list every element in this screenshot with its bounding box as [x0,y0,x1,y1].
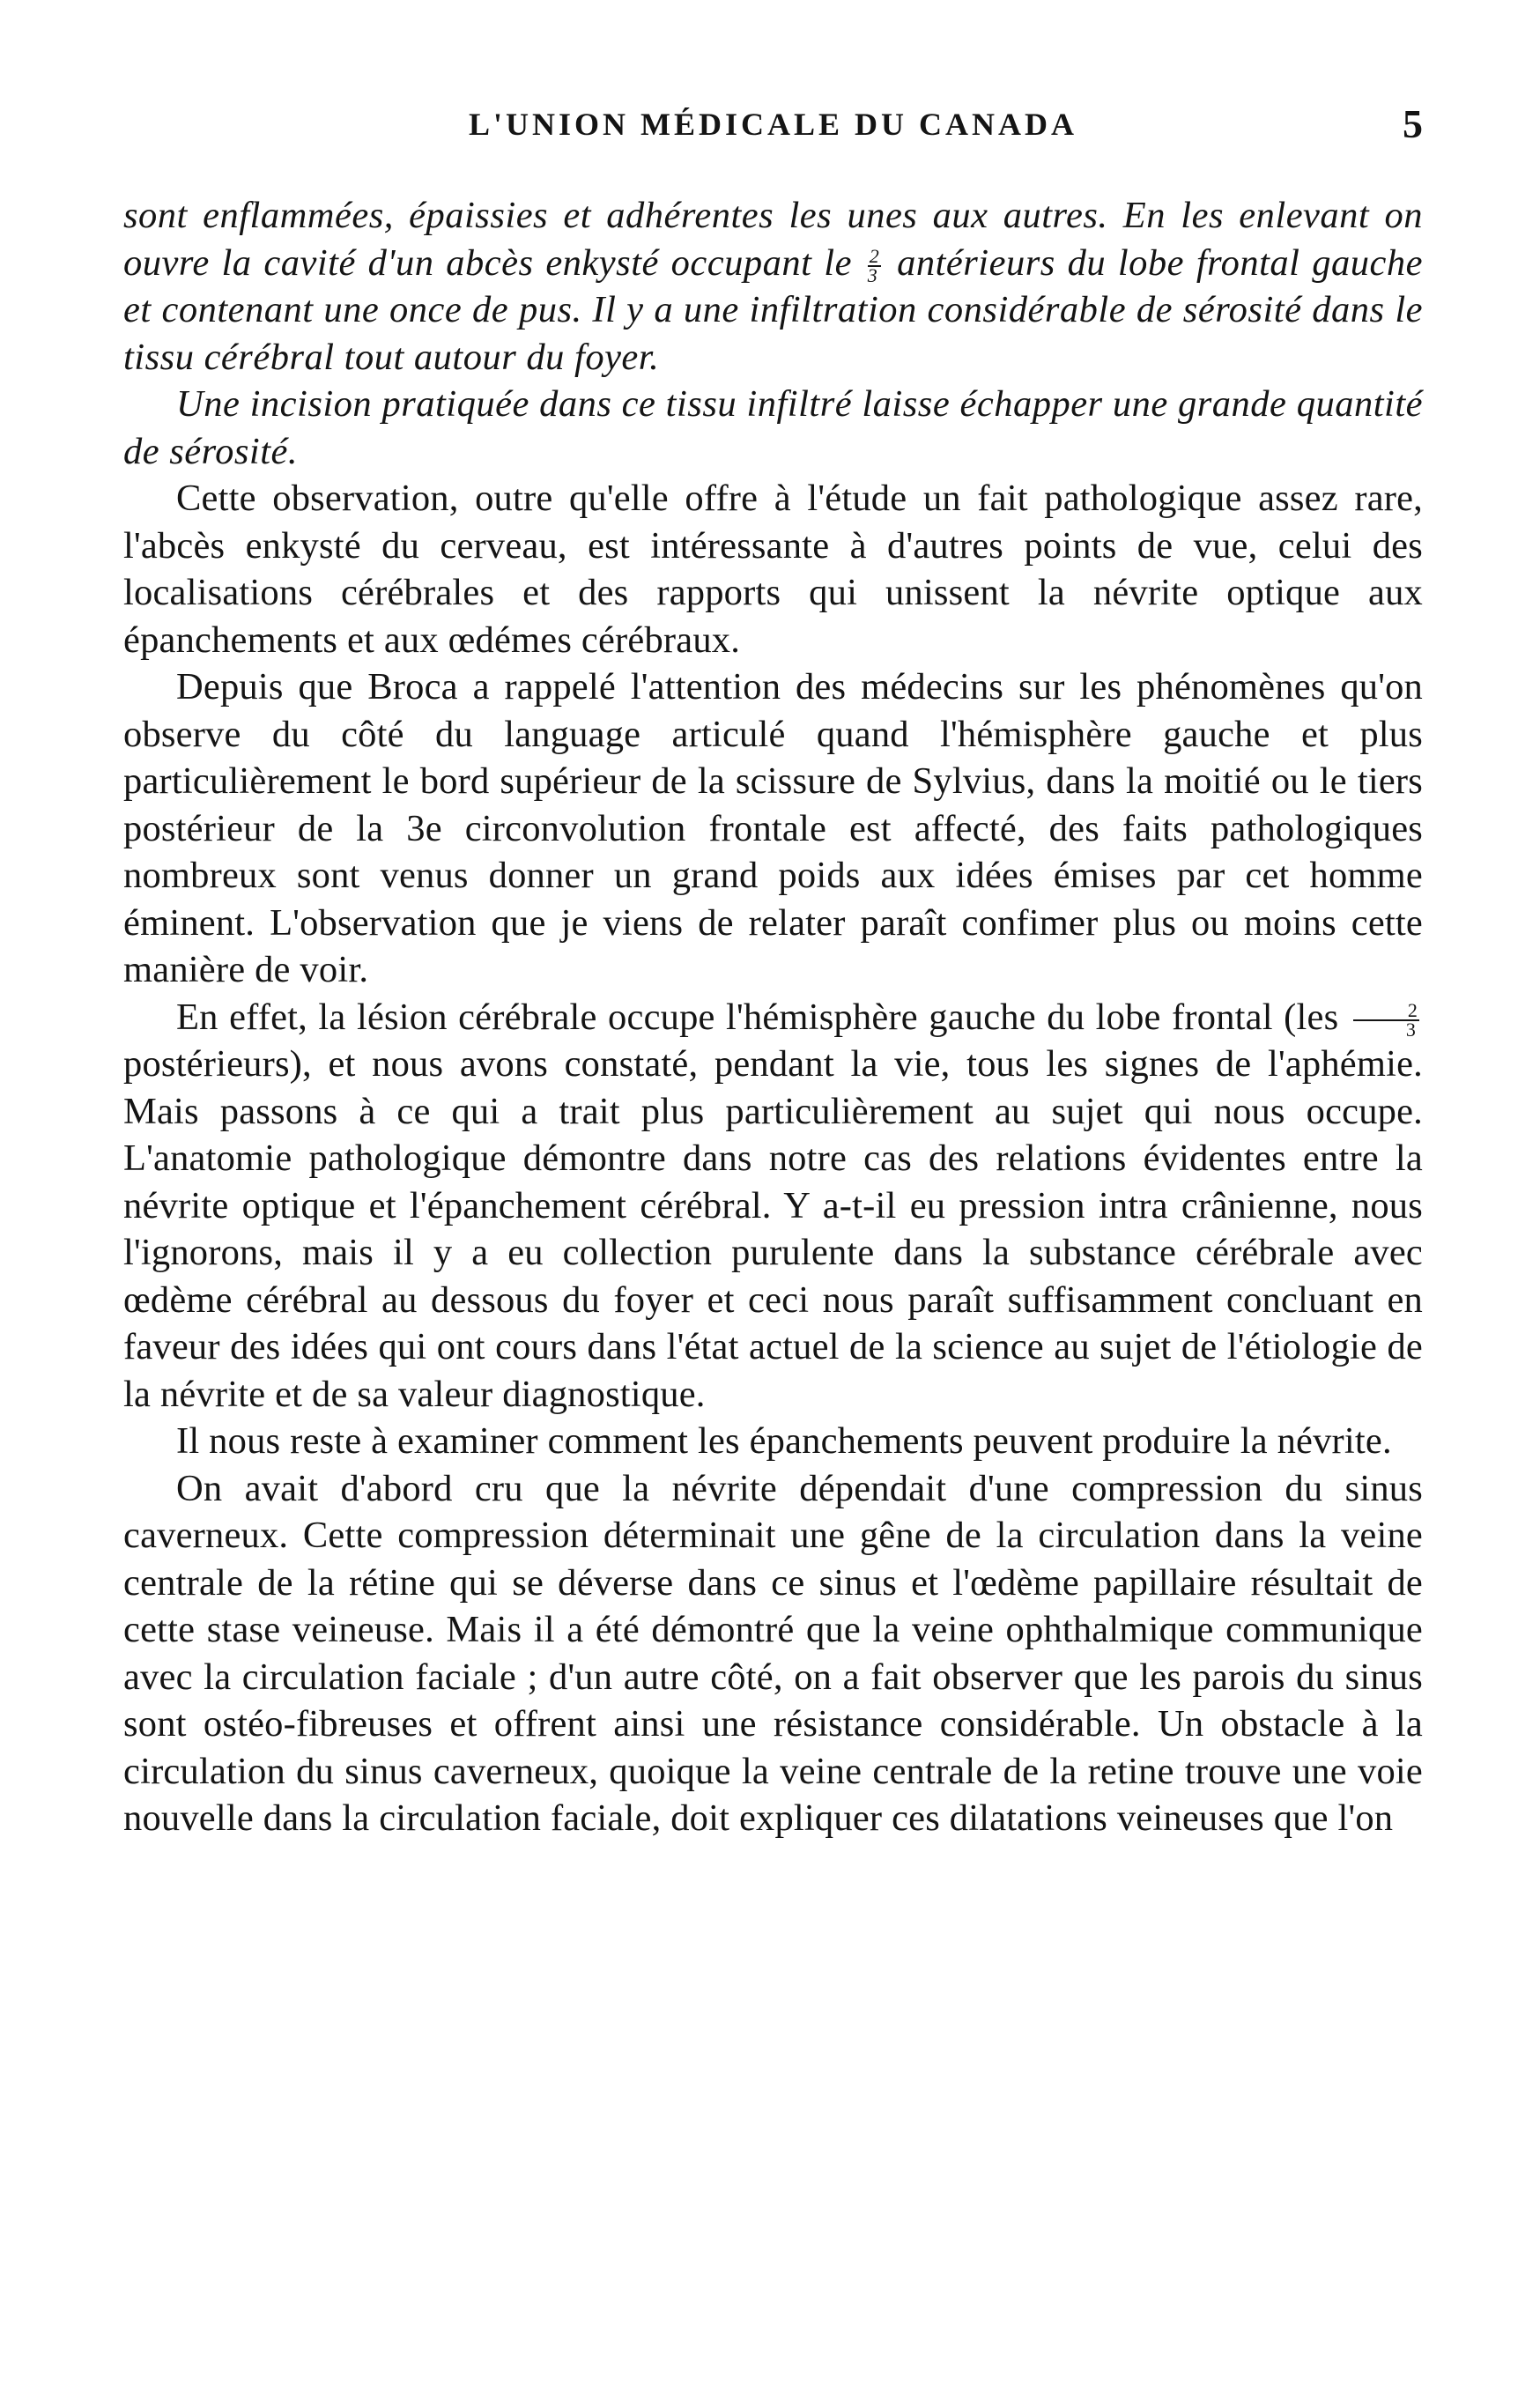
paragraph-text: sont enflammées, épaissies et adhérentes les unes aux autres. En les enlevant on ouvre la cavité d'un abcès enkysté occupant le [123,195,1423,284]
fraction [1353,998,1419,1041]
paragraph-text: postérieurs), et nous avons constaté, pendant la vie, tous les signes de l'aphémie. Mais passons à ce qui a trait plus particulièrement au sujet qui nous occupe. L'anatomie pathologique démontre dans notre cas des relations évidentes entre la névrite optique et l'épanchement cérébral. Y a-t-il eu pression intra crânienne, nous l'ignorons, mais il y a eu collection purulente dans la substance cérébrale avec œdème cérébral au dessous du foyer et ceci nous paraît suffisamment concluant en faveur des idées qui ont cours dans l'état actuel de la science au sujet de l'étiologie de la névrite et de sa valeur diagnostique. [123,1043,1423,1415]
running-head [123,101,1423,159]
paragraph-sinus: On avait d'abord cru que la névrite dépendait d'une compression du sinus caverneux. Cette compression déterminait une gêne de la circulation dans la veine centrale de la rétine qui se déverse dans ce sinus et l'œdème papillaire résultait de cette stase veineuse. Mais il a été démontré que la veine ophthalmique communique avec la circulation faciale ; d'un autre côté, on a fait observer que les parois du sinus sont ostéo-fibreuses et offrent ainsi une résistance considérable. Un obstacle à la circulation du sinus caverneux, quoique la veine centrale de la retine trouve une voie nouvelle dans la circulation faciale, doit expliquer ces dilatations veineuses que l'on [123,1467,1423,1839]
running-title: L'UNION MÉDICALE DU CANADA [468,107,1078,142]
page-number: 5 [1403,101,1423,146]
fraction-numerator: 2 [869,244,880,267]
paragraph-observation: Cette observation, outre qu'elle offre à l'étude un fait pathologique assez rare, l'abcès enkysté du cerveau, est intéressante à d'autres points de vue, celui des localisations cérébrales et des rapports qui unissent la névrite optique aux épanchements et aux œdémes cérébraux. [123,478,1423,661]
paragraph-autopsy-findings [123,192,1423,381]
fraction [867,244,882,286]
fraction-denominator: 3 [867,263,878,286]
paragraph-lesion [123,994,1423,1419]
fraction-denominator: 3 [1405,1018,1417,1041]
paragraph-text: En effet, la lésion cérébrale occupe l'hémisphère gauche du lobe frontal (les [176,996,1339,1038]
paragraph-broca: Depuis que Broca a rappelé l'attention des médecins sur les phénomènes qu'on observe du côté du language articulé quand l'hémisphère gauche et plus particulièrement le bord supérieur de la scissure de Sylvius, dans la moitié ou le tiers postérieur de la 3e circonvolution frontale est affecté, des faits pathologiques nombreux sont venus donner un grand poids aux idées émises par cet homme éminent. L'observation que je viens de relater paraît confimer plus ou moins cette manière de voir. [123,666,1423,990]
paragraph-text: antérieurs du lobe frontal gauche et contenant une once de pus. Il y a une infiltration considérable de sérosité dans le tissu cérébral tout autour du foyer. [123,241,1424,378]
paragraph-examine: Il nous reste à examiner comment les épanchements peuvent produire la névrite. [176,1420,1392,1462]
fraction-numerator: 2 [1353,1002,1419,1021]
paragraph-incision: Une incision pratiquée dans ce tissu infiltré laisse échapper une grande quantité de sérosité. [123,383,1423,472]
document-page [123,101,1424,1842]
